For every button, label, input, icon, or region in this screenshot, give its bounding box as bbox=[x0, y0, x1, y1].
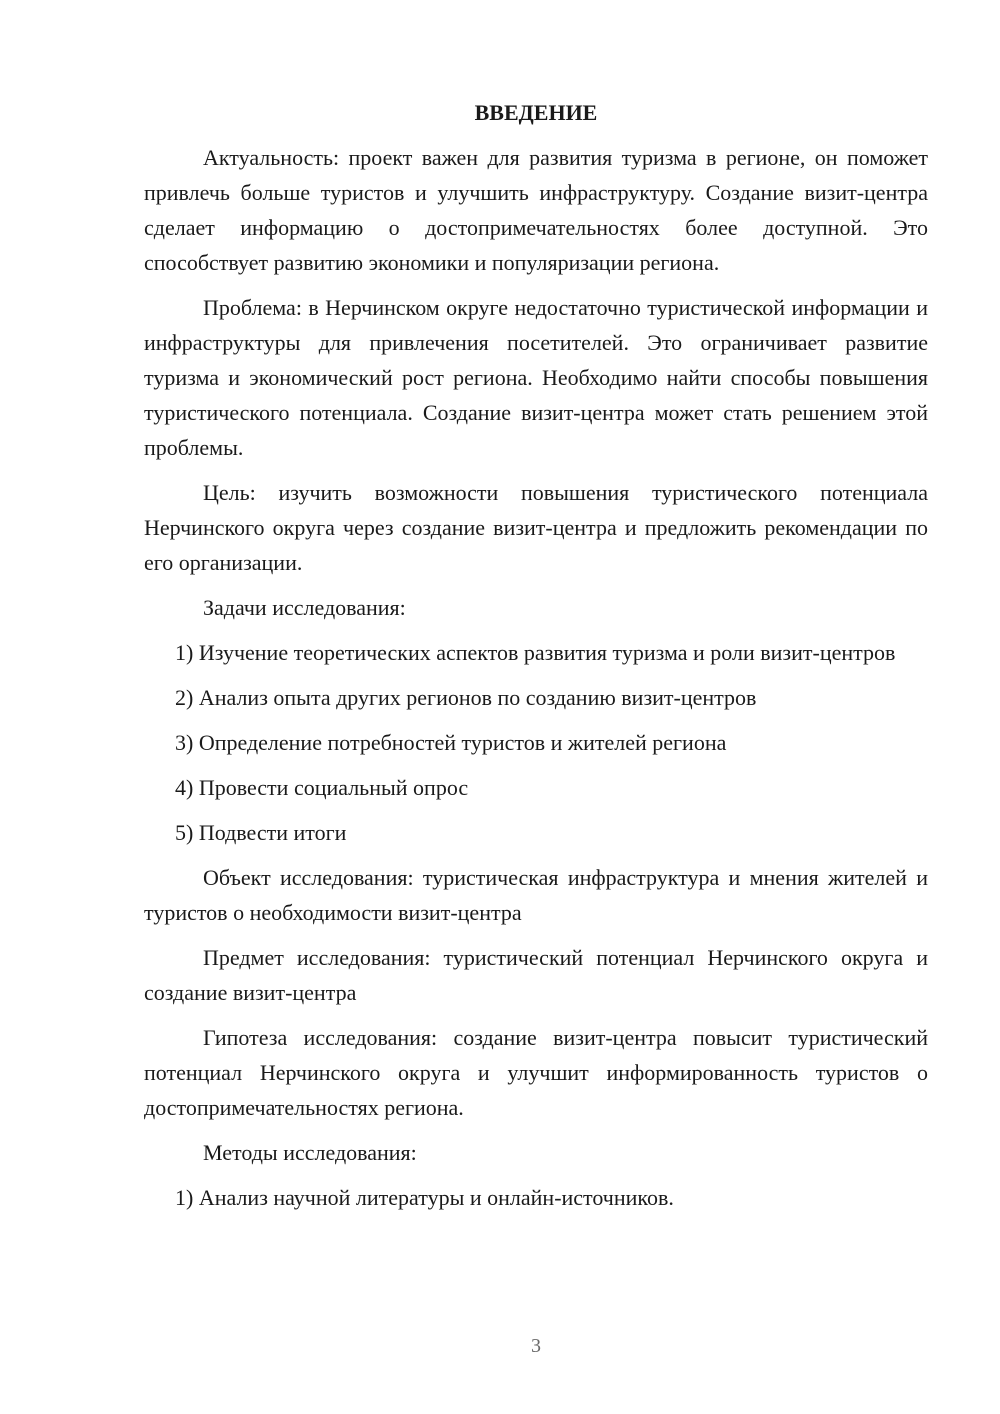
task-item: 2) Анализ опыта других регионов по созданию визит-центров bbox=[175, 685, 757, 710]
object-paragraph: Объект исследования: туристическая инфраструктура и мнения жителей и туристов о необходимости визит-центра bbox=[144, 865, 928, 925]
subject-paragraph: Предмет исследования: туристический потенциал Нерчинского округа и создание визит-центра bbox=[144, 945, 928, 1005]
hypothesis-paragraph: Гипотеза исследования: создание визит-центра повысит туристический потенциал Нерчинского округа и улучшит информированность туристов о достопримечательностях региона. bbox=[144, 1025, 928, 1120]
task-item: 5) Подвести итоги bbox=[175, 820, 347, 845]
relevance-paragraph: Актуальность: проект важен для развития туризма в регионе, он поможет привлечь больше туристов и улучшить инфраструктуру. Создание визит-центра сделает информацию о достопримечательностях более доступной. Это способствует развитию экономики и популяризации региона. bbox=[144, 145, 928, 275]
problem-paragraph: Проблема: в Нерчинском округе недостаточно туристической информации и инфраструктуры для привлечения посетителей. Это ограничивает развитие туризма и экономический рост региона. Необходимо найти способы повышения туристического потенциала. Создание визит-центра может стать решением этой проблемы. bbox=[144, 295, 928, 460]
task-item: 3) Определение потребностей туристов и жителей региона bbox=[175, 730, 727, 755]
task-item: 4) Провести социальный опрос bbox=[175, 775, 469, 800]
page-number: 3 bbox=[531, 1335, 541, 1357]
document-page bbox=[144, 95, 928, 1225]
goal-paragraph: Цель: изучить возможности повышения туристического потенциала Нерчинского округа через создание визит-центра и предложить рекомендации по его организации. bbox=[144, 480, 928, 575]
method-item: 1) Анализ научной литературы и онлайн-источников. bbox=[175, 1185, 674, 1210]
methods-heading: Методы исследования: bbox=[203, 1140, 417, 1165]
section-title: ВВЕДЕНИЕ bbox=[474, 100, 598, 125]
task-item: 1) Изучение теоретических аспектов развития туризма и роли визит-центров bbox=[175, 640, 896, 665]
tasks-heading: Задачи исследования: bbox=[203, 595, 406, 620]
